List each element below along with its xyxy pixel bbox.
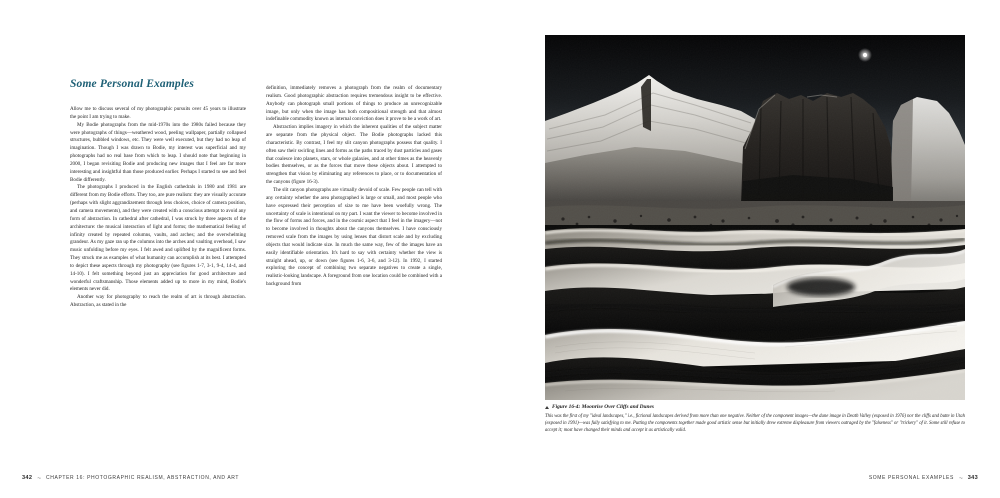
swash-ornament-icon: ~ <box>37 474 42 482</box>
page-title: Some Personal Examples <box>70 78 195 90</box>
paragraph: Another way for photography to reach the realm of art is through abstraction. Abstraction, as stated in the <box>70 294 246 309</box>
paragraph: definition, immediately removes a photograph from the realm of documentary realism. Good photographic abstraction requires tremendous insight to be effective. Anybody can photograph small portions of things to produce an unrecognizable image, but only when the image has both compositional strength and that almost indefinable commodity known as internal conviction does it prove to be a work of art. <box>266 85 442 123</box>
swash-ornament-icon: ~ <box>958 474 963 482</box>
figure-caption <box>545 404 965 434</box>
paragraph: Allow me to discuss several of my photographic pursuits over 45 years to illustrate the point I am trying to make. <box>70 106 246 120</box>
text-column-2 <box>266 85 442 310</box>
left-page-footer <box>22 474 239 481</box>
figure-caption-title-row <box>545 404 965 412</box>
figure-title: Figure 16-4: Moonrise Over Cliffs and Dunes <box>552 404 655 410</box>
running-head: CHAPTER 16: PHOTOGRAPHIC REALISM, ABSTRACTION, AND ART <box>46 474 240 481</box>
paragraph: My Bodie photographs from the mid-1970s into the 1980s failed because they were photographs of things—weathered wood, peeling wallpaper, partially collapsed structures, bubbled windows, etc. They were well executed, but they had no leap of imagination. Though I was drawn to Bodie, my interest was superficial and my photographs had no real base from which to leap. I should note that beginning in 2000, I began revisiting Bodie and producing new images that I feel are far more interesting and insightful than those produced earlier. Perhaps I started to see and feel Bodie differently. <box>70 121 246 183</box>
text-columns <box>70 85 455 310</box>
triangle-marker-icon <box>545 406 549 409</box>
right-page-footer <box>869 474 978 481</box>
right-page <box>500 0 1000 498</box>
paragraph: The photographs I produced in the English cathedrals in 1980 and 1981 are different from my Bodie efforts. They too, are pure realism: they are visually accurate (perhaps with slight aggrandizement through lens choices, choice of camera position, and camera movements), and they were created with a conscious attempt to avoid any form of abstraction. In cathedral after cathedral, I was struck by three aspects of the architecture: the musical interaction of light and forms; the mathematical feeling of infinity created by repeated columns, vaults, and arches; and the overwhelming grandeur. As my gaze ran up the columns into the arches and vaulting overhead, I saw music unfolding before my eyes. I felt awed and uplifted by the magnificent forms. They struck me as examples of what humanity can accomplish at its best. I attempted to depict these aspects through my photography (see figures 1-7, 3-1, 9-4, 14-4, and 14-10). I felt something beyond just an appreciation for good architecture and wonderful craftsmanship. Those elements added up to more in my mind, Bodie's elements never did. <box>70 184 246 293</box>
photograph-artwork <box>545 35 965 400</box>
figure-photograph <box>545 35 965 400</box>
paragraph: The slit canyon photographs are virtually devoid of scale. Few people can tell with any certainty whether the area photographed is large or small, and most people who have expressed their perception of size to me have been woefully wrong. The uncertainty of scale is intentional on my part. I want the viewer to become involved in the flow of forms and forces, and in the cosmic aspect that I feel in the imagery—not to become involved in thoughts about the canyons themselves. I have consciously removed scale from the images by using lenses that distort scale and by excluding objects that would indicate size. In much the same way, few of the images have an easily identifiable orientation. It's hard to say with certainty whether the view is straight ahead, up, or down (see figures 1-6, 3-6, and 3-12). In 1992, I started exploring the concept of combining two separate negatives to create a single, realistic-looking landscape. A foreground from one location could be combined with a background from <box>266 186 442 288</box>
page-number: 342 <box>22 474 33 481</box>
text-column-1 <box>70 106 246 310</box>
running-head: SOME PERSONAL EXAMPLES <box>868 474 954 481</box>
figure-caption-body: This was the first of my "ideal landscapes," i.e., fictional landscapes derived from more than one negative. Neither of the component images—the dune image in Death Valley (exposed in 1976) nor the cliffs and butte in Utah (exposed in 1991)—was fully satisfying to me. Putting the components together made good artistic sense but initially drew extreme displeasure from viewers outraged by the "falseness" or "trickery" of it. Some still refuse to accept it; most have changed their minds and accept it as artistically valid. <box>545 413 965 433</box>
paragraph: Abstraction implies imagery in which the inherent qualities of the subject matter are separate from the physical object. The Bodie photographs lacked this characteristic. By contrast, I feel my slit canyon photographs possess that quality. I often saw their swirling lines and forms as the paths traced by dust particles and gases that coalesce into planets, stars, or whole galaxies, and at other times as the heavenly bodies themselves, or as the forces that move these objects about. I attempted to strengthen that vision by eliminating any references to place, or to documentation of the canyons (figure 16-3). <box>266 124 442 186</box>
page-number: 343 <box>967 474 978 481</box>
